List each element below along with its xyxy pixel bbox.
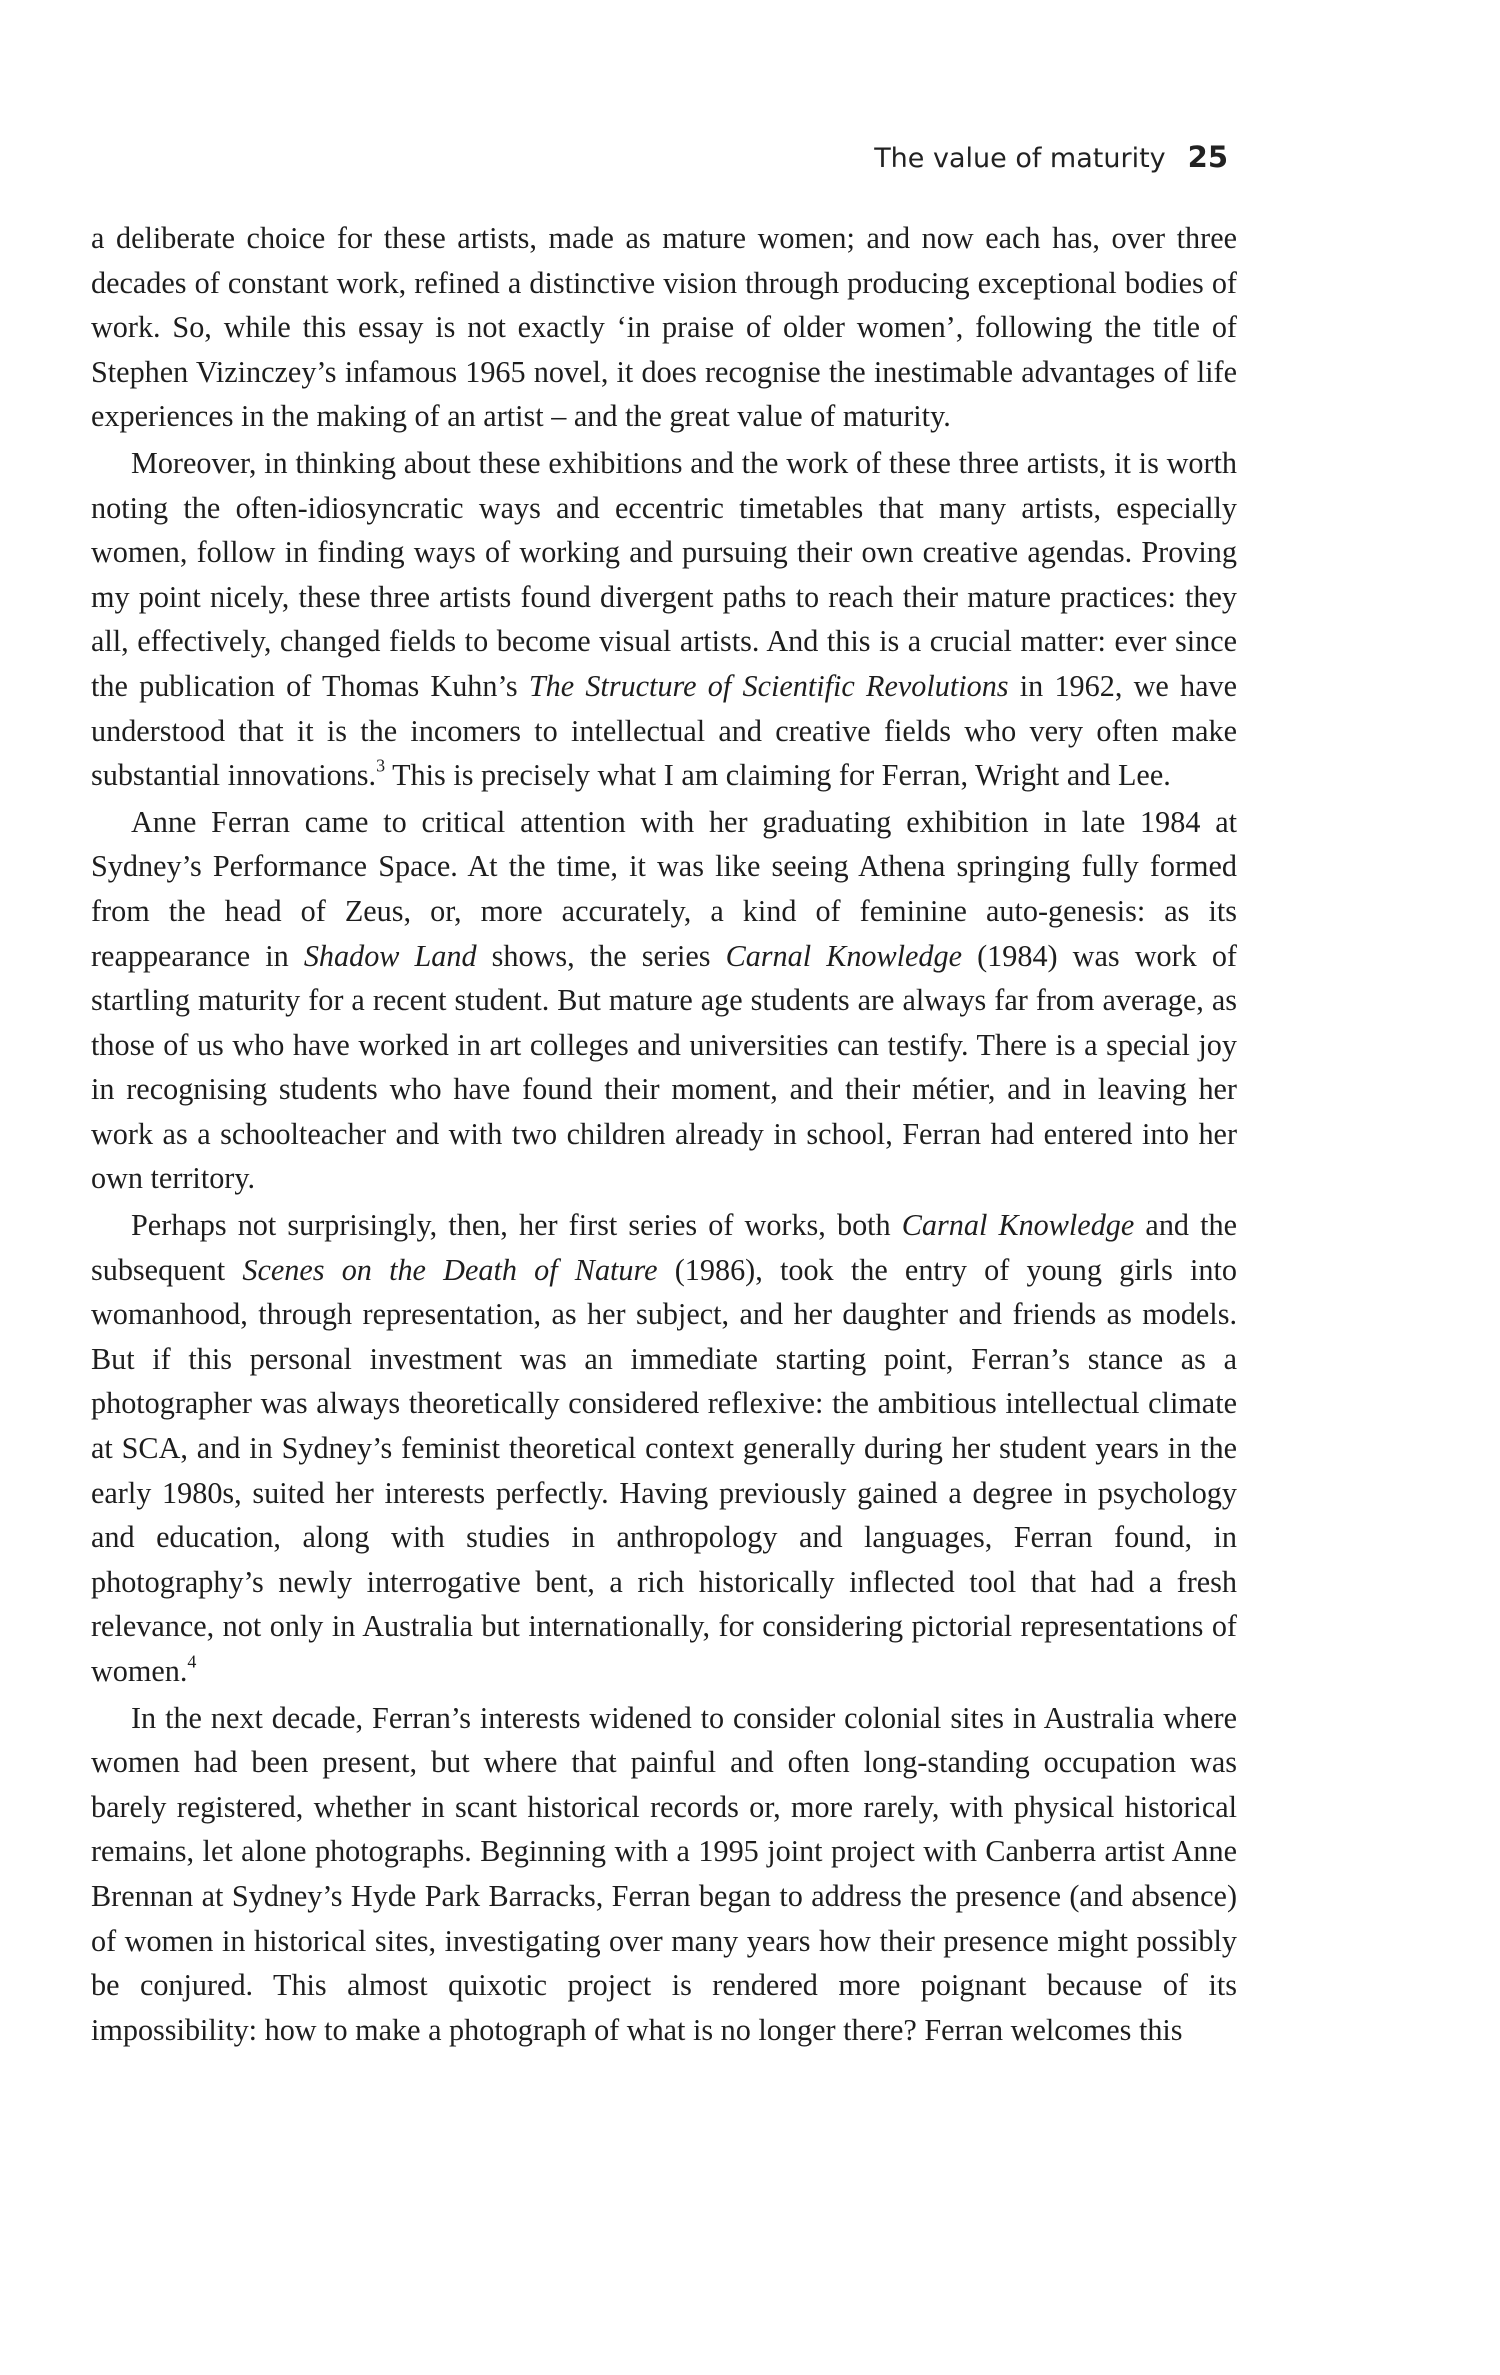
text-run: (1984) was work of startling maturity for a recent student. But mature age students are always far from average, as those of us who have worked in art colleges and universities can testify. There is a special joy in recognising students who have found their moment, and their métier, and in leaving her work as a schoolteacher and with two children already in school, Ferran had entered into her own territory. <box>91 938 1237 1196</box>
footnote-marker: 4 <box>187 1651 197 1672</box>
paragraph-p4 <box>91 1203 1237 1694</box>
footnote-marker: 3 <box>376 755 386 776</box>
italic-title: Scenes on the Death of Nature <box>242 1252 658 1287</box>
text-run: a deliberate choice for these artists, made as mature women; and now each has, over three decades of constant work, refined a distinctive vision through producing exceptional bodies of work. So, while this essay is not exactly ‘in praise of older women’, following the title of Stephen Vizinczey’s infamous 1965 novel, it does recognise the inestimable advantages of life experiences in the making of an artist – and the great value of maturity. <box>91 221 1237 434</box>
running-head-title: The value of maturity <box>874 143 1166 174</box>
text-run: Anne Ferran came to critical attention with her graduating exhibition in late 1984 at Sydney’s Performance Space. At the time, it was like seeing Athena springing fully formed from the head of Zeus, or, more accurately, a kind of feminine auto-genesis: as its reappearance in <box>91 804 1237 973</box>
italic-title: Carnal Knowledge <box>725 938 963 973</box>
paragraph-p5 <box>91 1696 1237 2053</box>
text-run: Moreover, in thinking about these exhibitions and the work of these three artists, it is worth noting the often-idiosyncratic ways and eccentric timetables that many artists, especially women, follow in finding ways of working and pursuing their own creative agendas. Proving my point nicely, these three artists found divergent paths to reach their mature practices: they all, effectively, changed fields to become visual artists. And this is a crucial matter: ever since the publication of Thomas Kuhn’s <box>91 445 1237 703</box>
text-run: Perhaps not surprisingly, then, her first series of works, both <box>131 1208 902 1243</box>
italic-title: Shadow Land <box>303 938 477 973</box>
text-run: This is precisely what I am claiming for Ferran, Wright and Lee. <box>385 758 1171 793</box>
paragraph-p3 <box>91 800 1237 1201</box>
italic-title: The Structure of Scientific Revolutions <box>528 668 1009 703</box>
running-head <box>0 140 1500 180</box>
italic-title: Carnal Knowledge <box>901 1208 1135 1243</box>
text-run: in 1962, we have understood that it is the incomers to intellectual and creative fields who very often make substantial innovations. <box>91 668 1237 793</box>
text-run: shows, the series <box>476 938 726 973</box>
page-number: 25 <box>1187 140 1228 174</box>
text-run: In the next decade, Ferran’s interests widened to consider colonial sites in Australia where women had been present, but where that painful and often long-standing occupation was barely registered, whether in scant historical records or, more rarely, with physical historical remains, let alone photographs. Beginning with a 1995 joint project with Canberra artist Anne Brennan at Sydney’s Hyde Park Barracks, Ferran began to address the presence (and absence) of women in historical sites, investigating over many years how their presence might possibly be conjured. This almost quixotic project is rendered more poignant because of its impossibility: how to make a photograph of what is no longer there? Ferran welcomes this <box>91 1700 1237 2047</box>
paragraph-p2 <box>91 441 1237 798</box>
paragraph-p1 <box>91 216 1237 439</box>
text-run: (1986), took the entry of young girls into womanhood, through representation, as her subject, and her daughter and friends as models. But if this personal investment was an immediate starting point, Ferran’s stance as a photographer was always theoretically considered reflexive: the ambitious intellectual climate at SCA, and in Sydney’s feminist theoretical context generally during her student years in the early 1980s, suited her interests perfectly. Having previously gained a degree in psychology and education, along with studies in anthropology and languages, Ferran found, in photography’s newly interrogative bent, a rich historically inflected tool that had a fresh relevance, not only in Australia but internationally, for considering pictorial representations of women. <box>91 1252 1237 1688</box>
text-run: and the subsequent <box>91 1208 1238 1287</box>
body-text <box>91 216 1237 2052</box>
